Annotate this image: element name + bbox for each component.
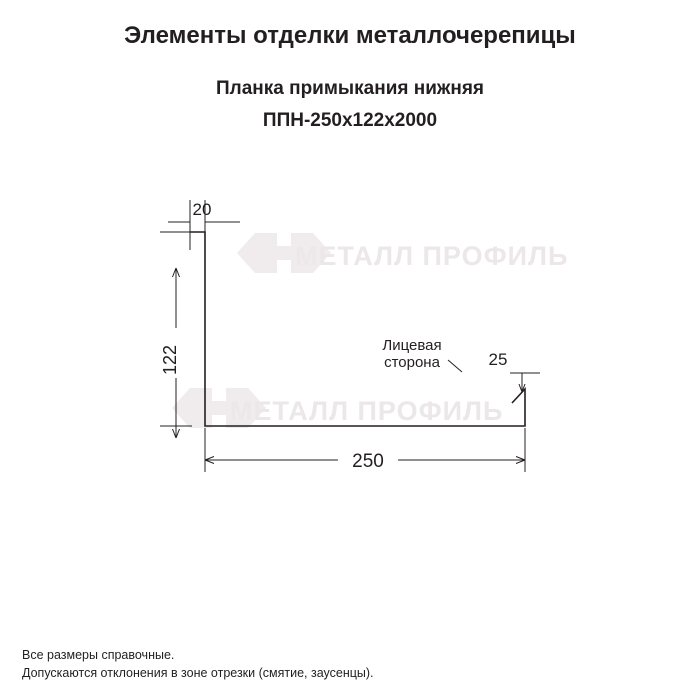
watermark-text: МЕТАЛЛ ПРОФИЛЬ — [295, 241, 569, 271]
technical-drawing — [0, 160, 700, 560]
product-code: ППН-250х122х2000 — [262, 109, 438, 131]
dimension-top-label: 20 — [192, 200, 212, 219]
header-block — [0, 0, 700, 132]
face-side-label-line2: сторона — [384, 354, 440, 371]
drawing-svg — [0, 160, 700, 560]
footer-line-2: Допускаются отклонения в зоне отрезки (смятие, заусенцы). — [22, 665, 374, 680]
dimension-left-label: 122 — [160, 344, 180, 376]
watermark-text: МЕТАЛЛ ПРОФИЛЬ — [230, 396, 504, 426]
footer-line-1: Все размеры справочные. — [22, 647, 175, 662]
footer-note — [22, 646, 374, 682]
watermark-top — [237, 233, 568, 273]
dimension-bottom-label: 250 — [352, 451, 384, 472]
watermark-bottom — [172, 388, 503, 428]
face-side-leader — [448, 360, 462, 372]
page-title: Элементы отделки металлочерепицы — [124, 22, 576, 49]
face-side-label-line1: Лицевая — [382, 337, 442, 354]
product-name: Планка примыкания нижняя — [215, 77, 485, 99]
dimension-right-label: 25 — [488, 350, 508, 369]
